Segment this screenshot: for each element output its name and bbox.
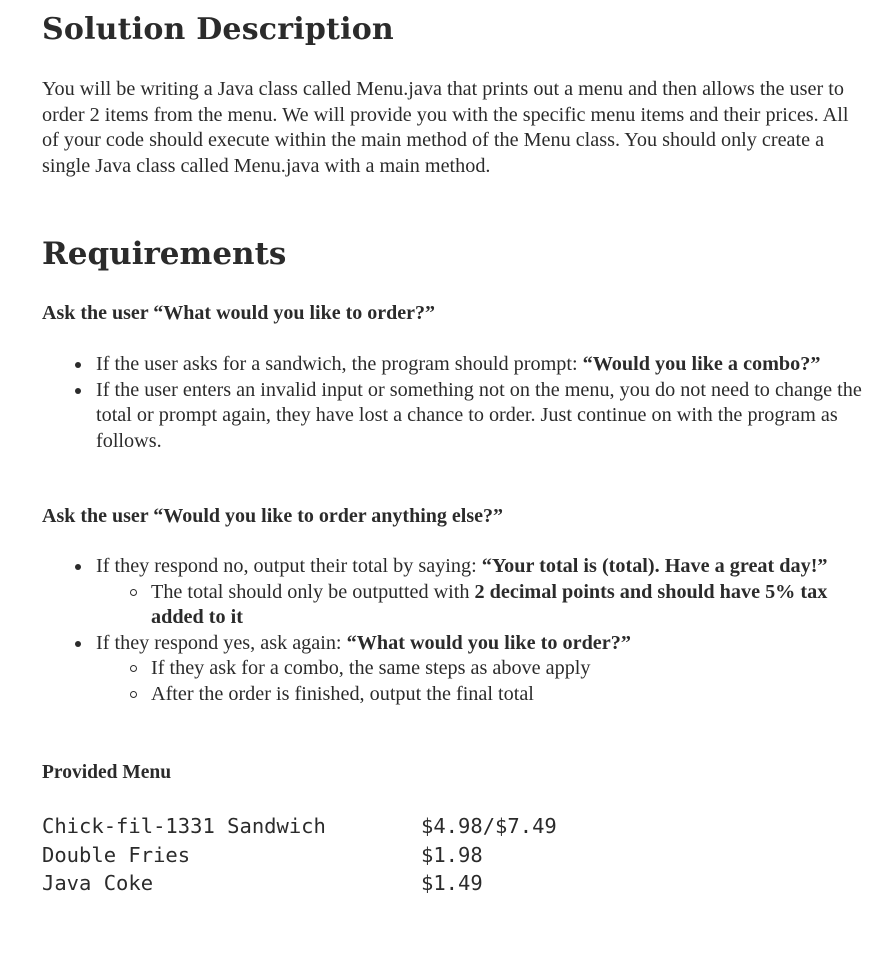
menu-item-name: Double Fries (42, 842, 191, 867)
list-item (42, 631, 872, 708)
ask-anything-else-list (42, 554, 872, 708)
list-item (42, 352, 872, 378)
decimal-rule-text: The total should only be outputted with (151, 580, 475, 603)
total-message-text: “Your total is (total). Have a great day!” (481, 555, 828, 577)
menu-item-price: $1.49 (421, 871, 483, 895)
ask-order-list (42, 352, 872, 454)
sandwich-prompt-text: If the user asks for a sandwich, the program should prompt: (96, 353, 583, 375)
invalid-input-text: If the user enters an invalid input or something not on the menu, you do not need to change the total or prompt again, they have lost a chance to order. Just continue on with the program as follows. (96, 378, 862, 452)
menu-row (42, 869, 557, 898)
combo-prompt-text: “Would you like a combo?” (582, 353, 821, 375)
respond-yes-sublist (96, 656, 872, 707)
menu-row (42, 812, 557, 841)
solution-description-text: You will be writing a Java class called Menu.java that prints out a menu and then allows the user to order 2 items from the menu. We will provide you with the specific menu items and their prices. All of your code should execute within the main method of the Menu class. You should only create a single Java class called Menu.java with a main method. (42, 78, 849, 177)
solution-description-heading: Solution Description (42, 12, 394, 47)
order-again-text: “What would you like to order?” (346, 631, 631, 654)
ask-anything-else-heading: Ask the user “Would you like to order anything else?” (42, 505, 503, 527)
requirements-heading: Requirements (42, 236, 287, 272)
respond-yes-text: If they respond yes, ask again: (96, 631, 347, 654)
menu-item-price: $4.98/$7.49 (421, 814, 557, 838)
combo-steps-text: If they ask for a combo, the same steps as above apply (151, 657, 591, 680)
respond-no-text: If they respond no, output their total by saying: (96, 555, 482, 577)
ask-order-heading: Ask the user “What would you like to order?” (42, 302, 435, 324)
list-item (42, 378, 872, 455)
menu-item-price: $1.98 (421, 842, 483, 867)
list-item (96, 580, 872, 631)
list-item (42, 554, 872, 631)
decimal-rule-bold: 2 decimal points and should have 5% tax added to it (151, 580, 828, 629)
menu-row (42, 841, 557, 870)
list-item (96, 682, 872, 708)
list-item (96, 656, 872, 682)
final-total-text: After the order is finished, output the final total (151, 682, 534, 705)
menu-item-name: Java Coke (42, 871, 154, 895)
respond-no-sublist (96, 580, 872, 631)
menu-item-name: Chick-fil-1331 Sandwich (42, 814, 326, 838)
provided-menu-table (42, 812, 557, 898)
provided-menu-heading: Provided Menu (42, 762, 172, 783)
